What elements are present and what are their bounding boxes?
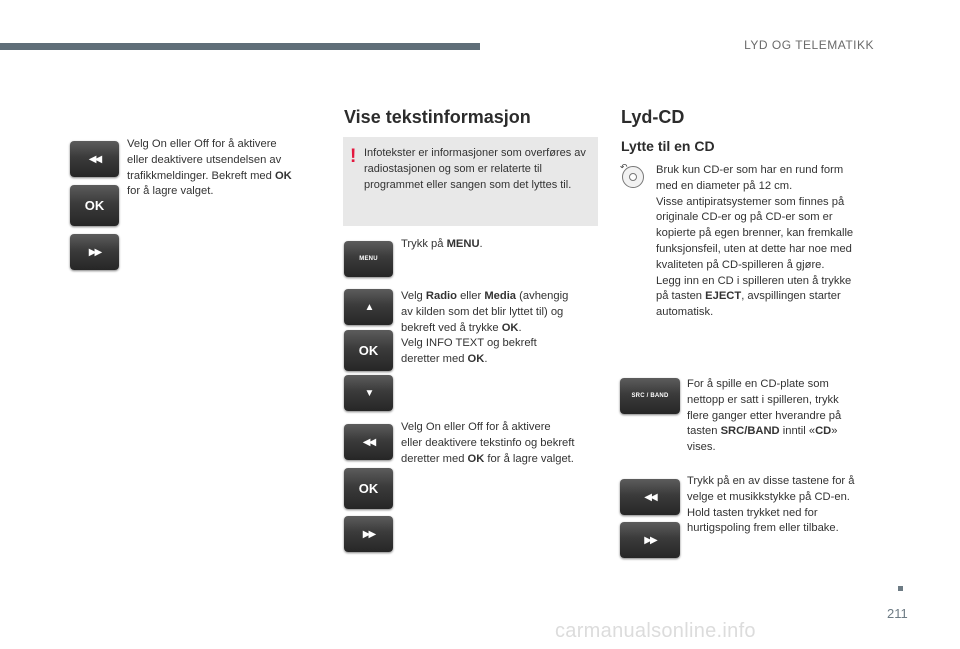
src-band-instructions: For å spille en CD-plate som nettopp er satt i spilleren, trykk flere ganger etter hverandre på tasten SRC/BAND inntil «CD» vises. (687, 378, 842, 454)
cd-usage-text: Bruk kun CD-er som har en rund form med en diameter på 12 cm. Visse antipiratsystemer som finnes på originale CD-er og på CD-er som er kopierte på egen brenner, kan fremkalle funksjonsfeil, uten at dette har noe med kvaliteten på CD-spilleren å gjøre. Legg inn en CD i spilleren uten å trykke på tasten EJECT, avspillingen starter automatisk. (656, 164, 854, 319)
step-select-source: Velg Radio eller Media (avhengig av kilden som det blir lyttet til) og bekreft ved å trykke OK. Velg INFO TEXT og bekreft deretter med OK. (401, 290, 569, 366)
subtitle-listen-cd: Lytte til en CD (621, 138, 715, 154)
section-label: LYD OG TELEMATIKK (744, 38, 874, 52)
page-marker (898, 586, 903, 591)
menu-button[interactable]: MENU (344, 241, 393, 277)
watermark: carmanualsonline.info (555, 620, 756, 642)
cd-icon: ↶ (622, 166, 644, 188)
section-title-cd: Lyd-CD (621, 107, 685, 127)
down-button[interactable]: ▼ (344, 375, 393, 411)
track-select-instructions: Trykk på en av disse tastene for å velge et musikkstykke på CD-en. Hold tasten trykket ned for hurtigspoling frem eller tilbake. (687, 475, 855, 535)
ok-button-text[interactable]: OK (344, 468, 393, 509)
src-band-button[interactable]: SRC / BAND (620, 378, 680, 414)
traffic-instructions: Velg On eller Off for å aktivere eller deaktivere utsendelsen av trafikkmeldinger. Bekreft med OK for å lagre valget. (127, 138, 292, 198)
ok-button[interactable]: OK (70, 185, 119, 226)
page-number: 211 (887, 606, 908, 621)
header-bar (0, 43, 480, 50)
previous-button[interactable]: ◀◀ (70, 141, 119, 177)
ok-button-menu[interactable]: OK (344, 330, 393, 371)
step-menu: Trykk på MENU. (401, 238, 483, 250)
next-button[interactable]: ▶▶ (70, 234, 119, 270)
notice-text: Infotekster er informasjoner som overføres av radiostasjonen og som er relaterte til programmet eller sangen som det lyttes til. (364, 147, 586, 191)
step-text-info-toggle: Velg On eller Off for å aktivere eller deaktivere tekstinfo og bekreft deretter med OK for å lagre valget. (401, 421, 575, 465)
next-button-text[interactable]: ▶▶ (344, 516, 393, 552)
next-track-button[interactable]: ▶▶ (620, 522, 680, 558)
up-button[interactable]: ▲ (344, 289, 393, 325)
notice-box (343, 137, 598, 226)
previous-track-button[interactable]: ◀◀ (620, 479, 680, 515)
section-title-text-info: Vise tekstinformasjon (344, 107, 531, 127)
warning-icon: ! (350, 146, 357, 167)
previous-button-text[interactable]: ◀◀ (344, 424, 393, 460)
